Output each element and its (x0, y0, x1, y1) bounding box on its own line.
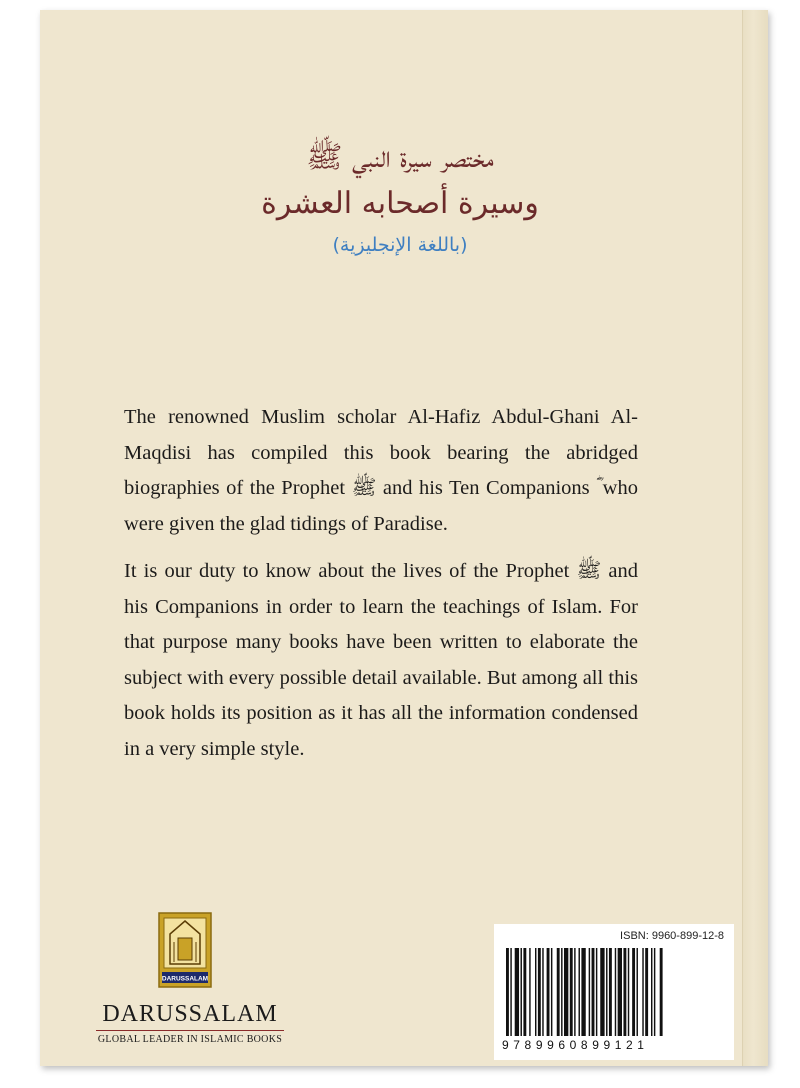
book-spine (742, 10, 768, 1066)
barcode-bar (589, 948, 590, 1036)
arabic-title-block (180, 135, 620, 263)
blurb-paragraph-1: The renowned Muslim scholar Al-Hafiz Abdul-Ghani Al-Maqdisi has compiled this book bearing the abridged biographies of the Prophet ﷺ and his Ten Companions ؓ who were given the glad tidings of Paradise. (124, 406, 638, 535)
barcode-bar (581, 948, 585, 1036)
logo-caption: DARUSSALAM (161, 975, 209, 983)
publisher-divider (96, 1030, 284, 1031)
barcode-bar (529, 948, 530, 1036)
barcode-bar (623, 948, 626, 1036)
isbn-label: ISBN: 9960-899-12-8 (620, 930, 724, 942)
barcode-bar (557, 948, 560, 1036)
barcode-bar (547, 948, 550, 1036)
barcode-bar (637, 948, 638, 1036)
barcode-bar (645, 948, 648, 1036)
barcode-bar (600, 948, 604, 1036)
barcode-bar (506, 948, 509, 1036)
barcode-bar (651, 948, 652, 1036)
barcode-bar (521, 948, 522, 1036)
barcode-bar (542, 948, 543, 1036)
barcode-bar (592, 948, 595, 1036)
barcode-bar (538, 948, 541, 1036)
book-back-cover (40, 10, 768, 1066)
blurb-paragraph-2: It is our duty to know about the lives of the Prophet ﷺ and his Companions in order to learn the teachings of Islam. For that purpose many books have been written to elaborate the subject with every possible detail available. But among all this book holds its position as it has all the information condensed in a very simple style. (124, 560, 638, 760)
publisher-tagline: GLOBAL LEADER IN ISLAMIC BOOKS (97, 1034, 283, 1045)
barcode-digits: 9789960899121 (502, 1038, 649, 1052)
barcode-bar (564, 948, 568, 1036)
publisher-name: DARUSSALAM (102, 1001, 278, 1027)
barcode-bar (561, 948, 562, 1036)
barcode-bar (606, 948, 607, 1036)
barcode-bar (510, 948, 511, 1036)
barcode-bar (628, 948, 629, 1036)
barcode-bar (632, 948, 635, 1036)
barcode-bar (535, 948, 536, 1036)
barcode-bar (579, 948, 580, 1036)
barcode-icon (506, 948, 726, 1036)
publisher-brand (90, 1000, 290, 1045)
barcode-bar (523, 948, 526, 1036)
barcode-bar (596, 948, 597, 1036)
barcode-bar (654, 948, 655, 1036)
barcode-bar (618, 948, 622, 1036)
isbn-barcode-box (494, 924, 734, 1060)
back-cover-blurb (124, 400, 638, 779)
arabic-subtitle: (باللغة الإنجليزية) (332, 234, 468, 256)
darussalam-logo-icon (158, 912, 212, 988)
barcode-bar (660, 948, 663, 1036)
barcode-bar (642, 948, 643, 1036)
barcode-bar (551, 948, 552, 1036)
barcode-bar (615, 948, 616, 1036)
barcode-bar (609, 948, 612, 1036)
barcode-bar (570, 948, 573, 1036)
barcode-bar (515, 948, 519, 1036)
barcode-bar (574, 948, 575, 1036)
arabic-title-line-2: وسيرة أصحابه العشرة (261, 186, 539, 221)
arabic-title-line-1: مختصر سيرة النبي ﷺ (306, 140, 494, 175)
